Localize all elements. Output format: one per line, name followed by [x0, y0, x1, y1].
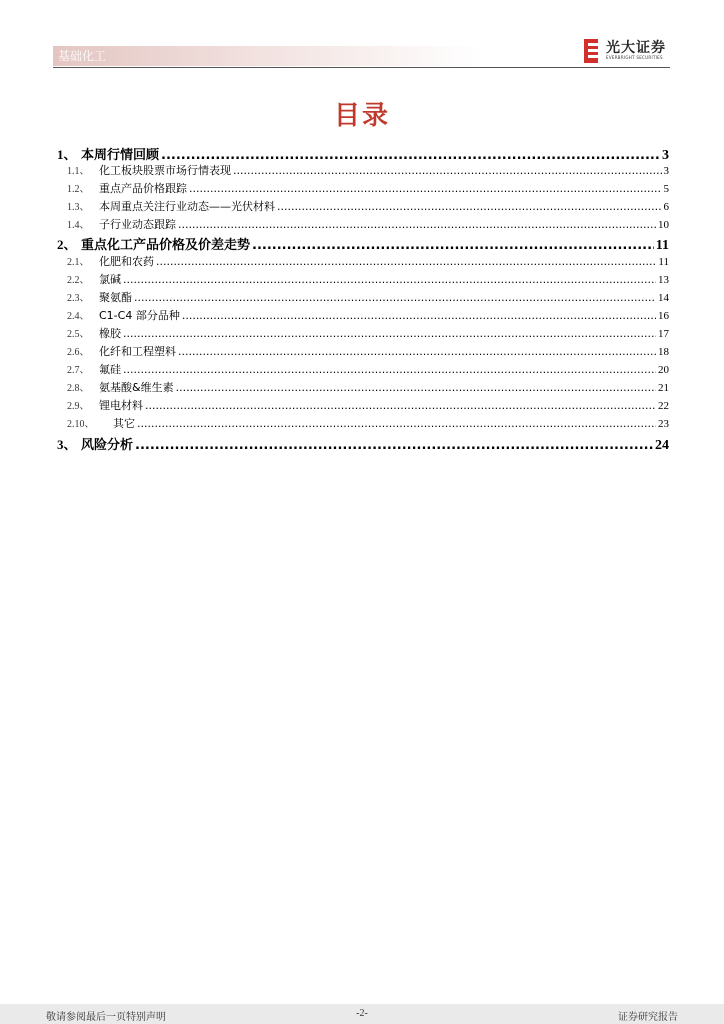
toc-entry-title: 橡胶 — [99, 326, 121, 340]
toc-entry-page: 17 — [658, 327, 669, 340]
toc-leader-dots — [135, 438, 653, 453]
toc-leader-dots — [182, 309, 656, 322]
toc-entry-title: 锂电材料 — [99, 399, 143, 413]
toc-leader-dots — [145, 399, 656, 412]
toc-entry-page: 16 — [658, 309, 669, 322]
toc-leader-dots — [176, 381, 656, 394]
toc-entry-page: 22 — [658, 400, 669, 413]
toc-entry-page: 11 — [658, 255, 669, 268]
toc-leader-dots — [161, 148, 660, 163]
toc-entry-page: 24 — [655, 437, 669, 453]
toc-entry[interactable] — [57, 216, 669, 234]
toc-leader-dots — [123, 363, 656, 376]
toc-entry-page: 3 — [662, 148, 669, 163]
toc-leader-dots — [189, 182, 662, 195]
toc-entry[interactable] — [57, 379, 669, 397]
toc-entry-title: 化工板块股票市场行情表现 — [99, 164, 231, 178]
toc-leader-dots — [137, 417, 656, 430]
toc-title: 目录 — [333, 101, 390, 131]
toc-entry-number: 2.2、 — [67, 274, 90, 286]
toc-entry-title: 化肥和农药 — [99, 254, 154, 268]
toc-entry[interactable] — [57, 434, 669, 452]
toc-entry-number: 2.9、 — [67, 401, 90, 413]
brand-logo — [582, 38, 672, 64]
toc-entry-number: 1.1、 — [67, 166, 90, 178]
toc-entry-title: 氯碱 — [99, 272, 121, 286]
logo-text-cn: 光大证券 — [606, 40, 666, 56]
toc-entry-page: 3 — [663, 165, 669, 178]
toc-leader-dots — [277, 200, 662, 213]
toc-leader-dots — [233, 164, 662, 177]
toc-entry[interactable] — [57, 271, 669, 289]
toc-entry-number: 2.5、 — [67, 328, 90, 340]
toc-entry[interactable] — [57, 397, 669, 415]
logo-text-en: EVERBRIGHT SECURITIES — [606, 55, 663, 60]
toc-entry-title: 风险分析 — [81, 437, 134, 453]
toc-entry-page: 6 — [663, 201, 669, 214]
toc-entry[interactable] — [57, 289, 669, 307]
toc-entry-title: 本周重点关注行业动态——光伏材料 — [99, 200, 275, 214]
toc-entry[interactable] — [57, 162, 669, 180]
toc-entry-title: 化纤和工程塑料 — [99, 345, 176, 359]
toc-entry-title: 聚氨酯 — [99, 290, 132, 304]
toc-entry[interactable] — [57, 325, 669, 343]
toc-entry-number: 2.4、 — [67, 310, 90, 322]
toc-entry-title: 重点化工产品价格及价差走势 — [81, 238, 251, 254]
toc-leader-dots — [123, 273, 656, 286]
toc-entry-number: 1、 — [57, 147, 77, 162]
toc-leader-dots — [123, 327, 656, 340]
toc-entry-title: 子行业动态跟踪 — [99, 218, 176, 232]
toc-entry[interactable] — [57, 307, 669, 325]
footer-disclaimer: 敬请参阅最后一页特别声明 — [46, 1012, 166, 1023]
toc-leader-dots — [178, 218, 656, 231]
toc-entry[interactable] — [57, 253, 669, 271]
toc-entry-page: 14 — [658, 291, 669, 304]
toc-entry-number: 1.4、 — [67, 220, 90, 232]
toc-entry[interactable] — [57, 234, 669, 252]
toc-entry[interactable] — [57, 415, 669, 433]
toc-leader-dots — [156, 255, 656, 268]
toc-leader-dots — [252, 238, 654, 253]
toc-entry-number: 1.2、 — [67, 184, 90, 196]
toc-entry-title: 氟硅 — [99, 363, 121, 377]
toc-entry-title: C1-C4 部分品种 — [99, 308, 180, 322]
toc-entry[interactable] — [57, 198, 669, 216]
toc-entry-title: 氨基酸&维生素 — [99, 381, 174, 395]
toc-entry-page: 18 — [658, 346, 669, 359]
toc-entry-page: 23 — [658, 418, 669, 431]
toc-leader-dots — [178, 345, 656, 358]
toc-entry-title: 其它 — [113, 417, 135, 431]
toc-entry-page: 21 — [658, 382, 669, 395]
table-of-contents — [57, 144, 669, 452]
toc-entry-title: 本周行情回顾 — [81, 148, 160, 163]
toc-entry-page: 11 — [655, 238, 669, 254]
toc-entry-page: 5 — [663, 183, 669, 196]
footer-report-type: 证券研究报告 — [618, 1012, 678, 1023]
toc-entry-number: 2.10、 — [67, 419, 95, 431]
toc-entry[interactable] — [57, 361, 669, 379]
toc-leader-dots — [134, 291, 656, 304]
toc-entry-page: 10 — [658, 219, 669, 232]
toc-entry-number: 1.3、 — [67, 202, 90, 214]
toc-entry-number: 2.6、 — [67, 347, 90, 359]
toc-entry-page: 20 — [658, 364, 669, 377]
toc-entry[interactable] — [57, 343, 669, 361]
toc-entry[interactable] — [57, 144, 669, 162]
header-divider — [53, 67, 670, 68]
toc-entry-number: 2.7、 — [67, 365, 90, 377]
toc-entry-number: 2.1、 — [67, 256, 90, 268]
everbright-logo-icon — [582, 38, 602, 64]
toc-entry-number: 3、 — [57, 436, 77, 452]
header-category: 基础化工 — [58, 49, 107, 63]
footer-page-number: -2- — [356, 1008, 368, 1019]
header-band — [53, 46, 483, 66]
toc-entry-number: 2.3、 — [67, 292, 90, 304]
toc-entry-title: 重点产品价格跟踪 — [99, 182, 187, 196]
toc-entry-number: 2.8、 — [67, 383, 90, 395]
toc-entry[interactable] — [57, 180, 669, 198]
toc-entry-page: 13 — [658, 273, 669, 286]
toc-entry-number: 2、 — [57, 237, 77, 253]
